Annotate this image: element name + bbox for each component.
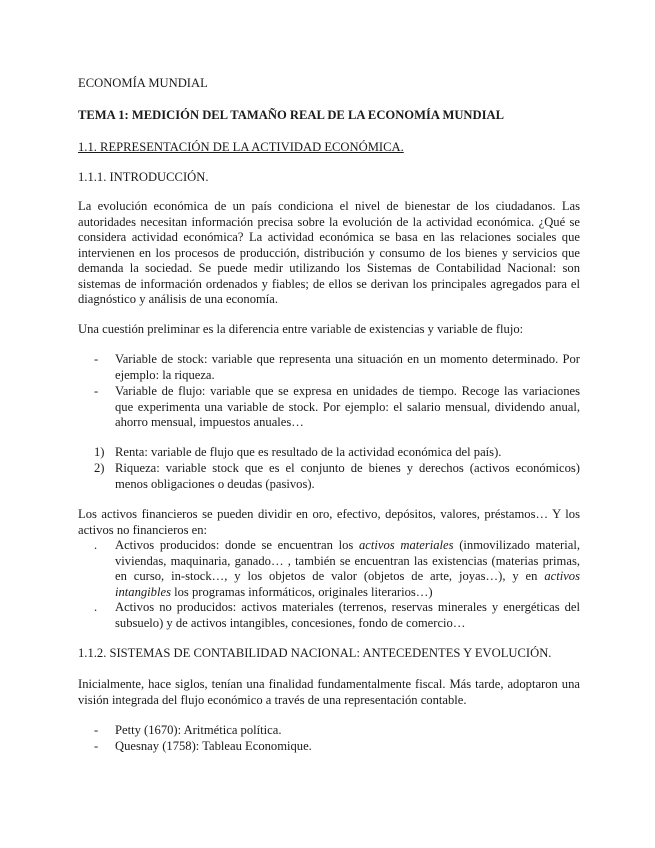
list-marker: . bbox=[94, 538, 98, 552]
course-title: ECONOMÍA MUNDIAL bbox=[78, 76, 208, 90]
financial-assets-paragraph bbox=[78, 507, 580, 538]
list-item-text: Riqueza: variable stock que es el conjunto de bienes y derechos (activos económicos) menos obligaciones o deudas (pasivos). bbox=[115, 461, 580, 491]
section-heading-1-1-2: 1.1.2. SISTEMAS DE CONTABILIDAD NACIONAL: ANTECEDENTES Y EVOLUCIÓN. bbox=[78, 646, 552, 660]
italic-run: activos materiales bbox=[359, 538, 454, 552]
list-item-text: Petty (1670): Aritmética política. bbox=[115, 723, 282, 737]
list-marker: 2) bbox=[94, 461, 105, 475]
list-item-text: Variable de flujo: variable que se expresa en unidades de tiempo. Recoge las variaciones que experimenta una variable de stock. Por ejemplo: el salario mensual, dividendo anual, ahorro mensual, impuestos anuales… bbox=[115, 384, 580, 429]
history-paragraph bbox=[78, 677, 580, 708]
list-item-text: Quesnay (1758): Tableau Economique. bbox=[115, 739, 312, 753]
section-heading-1-1: 1.1. REPRESENTACIÓN DE LA ACTIVIDAD ECONÓMICA. bbox=[78, 140, 404, 154]
text-run: los programas informáticos, originales literarios…) bbox=[170, 584, 433, 599]
intro-paragraph bbox=[78, 199, 580, 308]
financial-assets-text: Los activos financieros se pueden dividir en oro, efectivo, depósitos, valores, préstamos… Y los activos no financieros en: bbox=[78, 507, 580, 537]
list-item-text: Variable de stock: variable que representa una situación en un momento determinado. Por ejemplo: la riqueza. bbox=[115, 352, 580, 382]
list-marker: - bbox=[94, 739, 99, 753]
preliminary-question: Una cuestión preliminar es la diferencia entre variable de existencias y variable de flujo: bbox=[78, 322, 524, 336]
list-marker: - bbox=[94, 352, 99, 366]
list-marker: - bbox=[94, 384, 99, 398]
list-marker: . bbox=[94, 600, 98, 614]
topic-title: TEMA 1: MEDICIÓN DEL TAMAÑO REAL DE LA ECONOMÍA MUNDIAL bbox=[78, 108, 505, 122]
list-item-text: Renta: variable de flujo que es resultado de la actividad económica del país). bbox=[115, 445, 502, 459]
text-run: (inmovilizado material, viviendas, maquinaria, ganado… , también se encuentran las existencias (materias primas, en curso, in-stock…, y los objetos de valor (objetos de arte, joyas…), y en bbox=[115, 538, 580, 583]
history-paragraph-text: Inicialmente, hace siglos, tenían una finalidad fundamentalmente fiscal. Más tarde, adoptaron una visión integrada del flujo económico a través de una representación contable. bbox=[78, 677, 580, 707]
list-marker: - bbox=[94, 723, 99, 737]
list-item-text bbox=[115, 538, 580, 600]
section-heading-1-1-1: 1.1.1. INTRODUCCIÓN. bbox=[78, 170, 209, 184]
text-run: Activos producidos: donde se encuentran los bbox=[115, 538, 359, 552]
list-item-text: Activos no producidos: activos materiales (terrenos, reservas minerales y energéticas del subsuelo) y de activos intangibles, concesiones, fondo de comercio… bbox=[115, 600, 580, 630]
intro-paragraph-text: La evolución económica de un país condiciona el nivel de bienestar de los ciudadanos. Las autoridades necesitan información precisa sobre la evolución de la actividad económica. ¿Qué se considera actividad económica? La actividad económica se basa en las relaciones sociales que intervienen en los procesos de producción, distribución y consumo de los bienes y servicios que demanda la sociedad. Se puede medir utilizando los Sistemas de Contabilidad Nacional: son sistemas de información ordenados y fiables; de ellos se derivan los principales agregados para el diagnóstico y análisis de una economía. bbox=[78, 199, 580, 306]
italic-run: activos intangibles bbox=[115, 569, 580, 599]
list-marker: 1) bbox=[94, 445, 105, 459]
